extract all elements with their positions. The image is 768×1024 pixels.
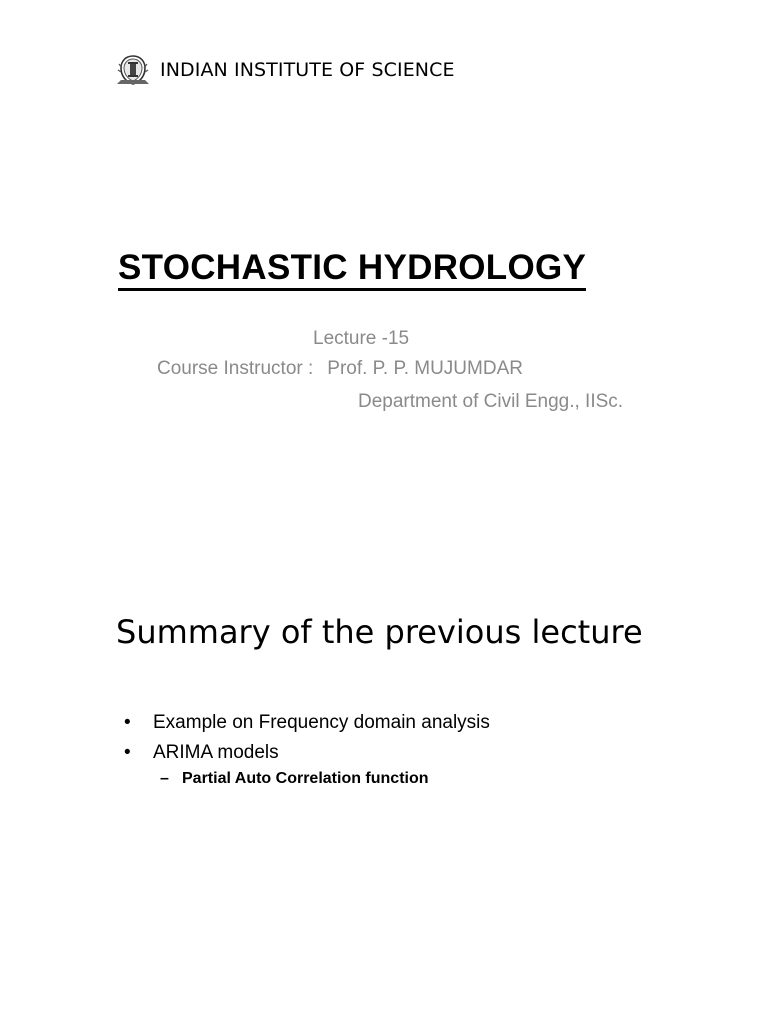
list-item	[124, 708, 490, 738]
department: Department of Civil Engg., IISc.	[358, 391, 624, 412]
dash-icon: –	[160, 770, 169, 787]
bullet-text: Example on Frequency domain analysis	[153, 712, 490, 733]
institute-name: INDIAN INSTITUTE OF SCIENCE	[160, 59, 455, 81]
bullet-icon: •	[124, 712, 131, 733]
sub-bullet-item	[160, 768, 429, 790]
summary-heading: Summary of the previous lecture	[116, 613, 643, 651]
iisc-emblem-icon	[116, 54, 150, 86]
bullet-icon: •	[124, 742, 131, 763]
instructor-name: Prof. P. P. MUJUMDAR	[327, 358, 523, 379]
sub-bullet-text: Partial Auto Correlation function	[182, 770, 429, 787]
instructor-line	[157, 358, 523, 380]
summary-bullet-list	[124, 708, 490, 768]
header	[116, 54, 455, 86]
bullet-text: ARIMA models	[153, 742, 279, 763]
list-item	[124, 738, 490, 768]
instructor-label: Course Instructor :	[157, 358, 314, 379]
course-title: STOCHASTIC HYDROLOGY	[118, 248, 586, 291]
lecture-number: Lecture -15	[313, 328, 410, 349]
